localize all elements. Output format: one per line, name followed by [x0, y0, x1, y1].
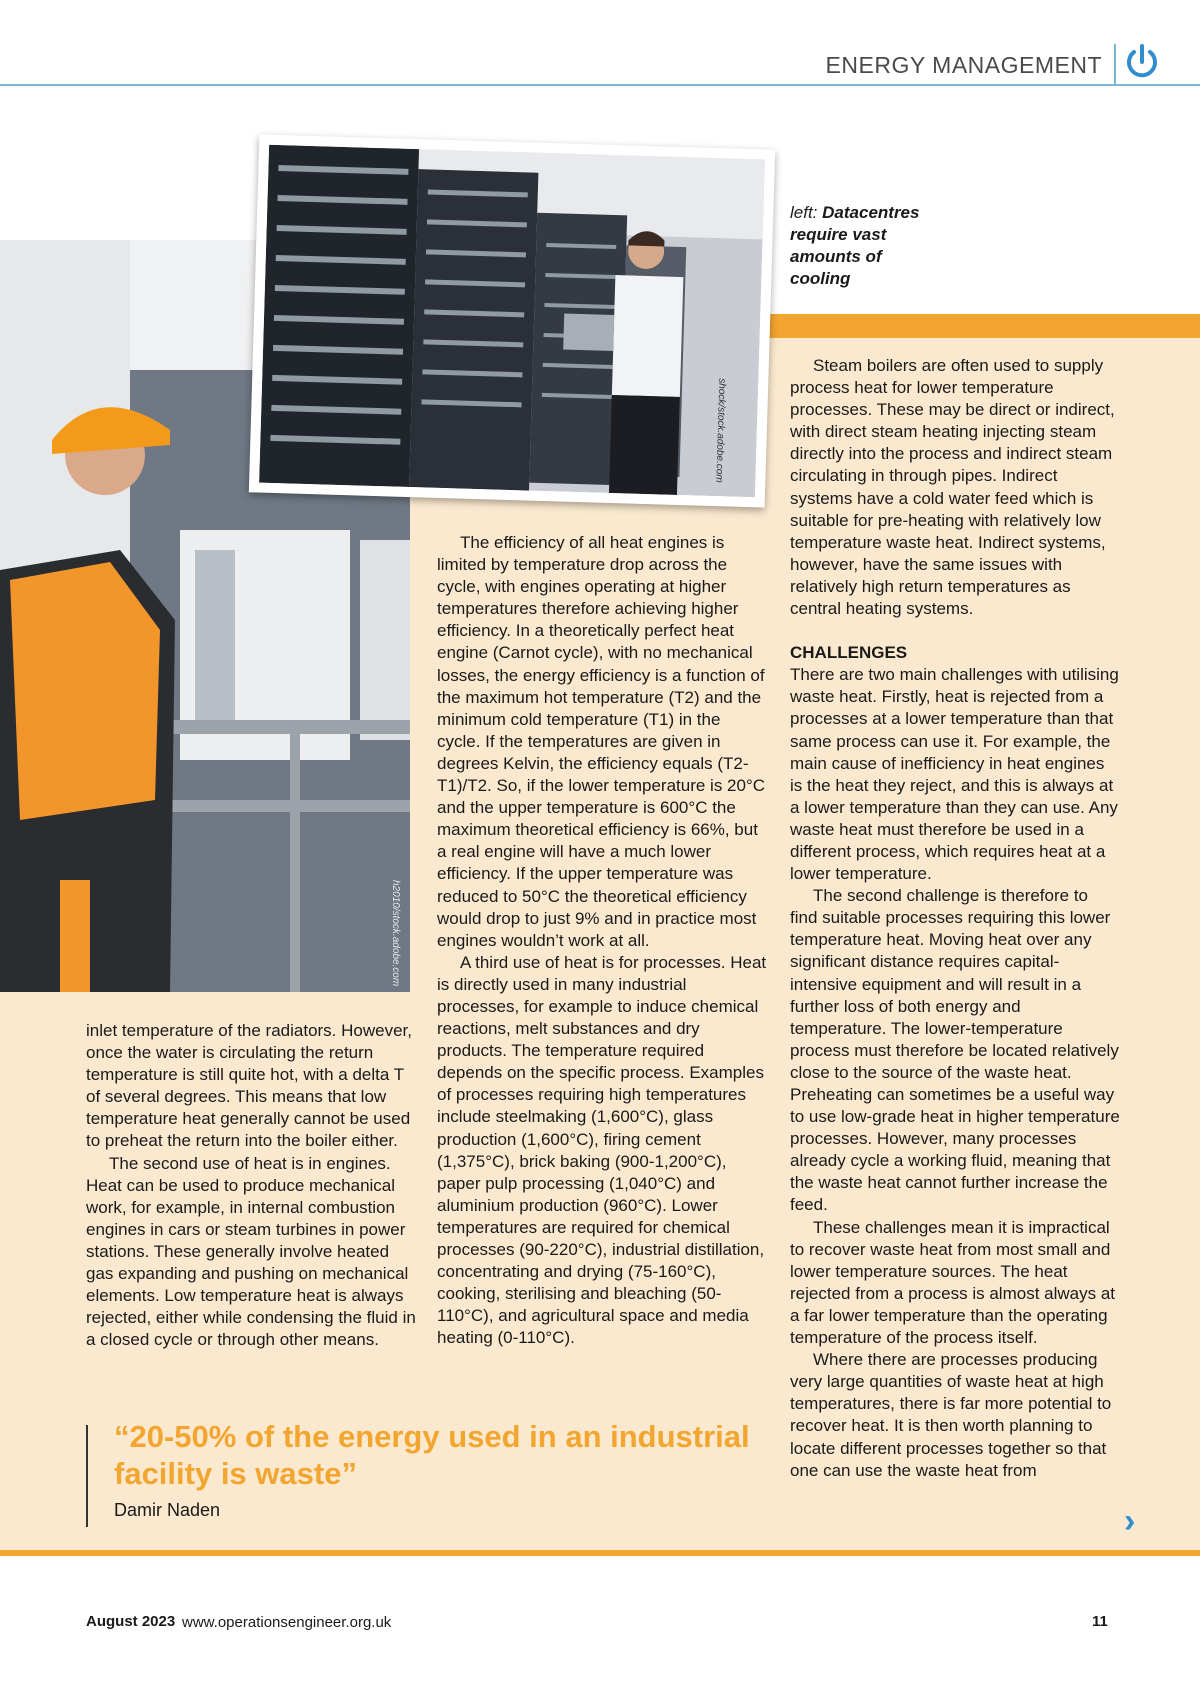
column-1 [86, 1020, 416, 1351]
bottom-rule [0, 1550, 1200, 1556]
paragraph: There are two main challenges with utilising waste heat. Firstly, heat is rejected from a processes at a lower temperature than that same process can use it. For example, the main cause of inefficiency in heat engines is the heat they reject, and this is always at a lower temperature than they can use. Any waste heat must therefore be used in a different process, which requires heat at a lower temperature. [790, 665, 1119, 884]
paragraph: inlet temperature of the radiators. However, once the water is circulating the return temperature is still quite hot, with a delta T of several degrees. This means that low temperature heat generally cannot be used to preheat the return into the boiler either. [86, 1021, 412, 1151]
caption-lead: left: [790, 203, 818, 222]
paragraph: These challenges mean it is impractical to recover waste heat from most small and lower temperature sources. The heat rejected from a process is almost always at a far lower temperature than the operating temperature of the process itself. [790, 1217, 1116, 1348]
footer-url[interactable]: www.operationsengineer.org.uk [182, 1614, 392, 1631]
datacentre-photo-credit: shock/stock.adobe.com [713, 378, 728, 483]
column-2 [437, 532, 767, 1349]
paragraph: The efficiency of all heat engines is limited by temperature drop across the cycle, with engines operating at higher temperatures therefore achieving higher efficiency. In a theoretically perfect heat engine (Carnot cycle), with no mechanical losses, the energy efficiency is a function of the maximum hot temperature (T2) and the minimum cold temperature (T1) in the cycle. If the temperatures are given in degrees Kelvin, the efficiency equals (T2-T1)/T2. So, if the lower temperature is 20°C and the upper temperature is 600°C the maximum theoretical efficiency is 66%, but a real engine will have a much lower efficiency. If the upper temperature was reduced to 50°C the theoretical efficiency would drop to just 9% and in practice most engines wouldn’t work at all. [437, 533, 766, 950]
photo-caption [790, 202, 940, 290]
column-3 [790, 355, 1120, 1482]
header-rule [0, 84, 1200, 86]
pullquote-author: Damir Naden [114, 1500, 221, 1520]
datacentre-photo [249, 134, 775, 507]
paragraph: Where there are processes producing very large quantities of waste heat at high temperatures, there is far more potential to recover heat. It is then worth planning to locate different processes together so that one can use the waste heat from [790, 1350, 1112, 1480]
section-heading: CHALLENGES [790, 643, 908, 663]
pullquote-text: “20-50% of the energy used in an industrial facility is waste” [114, 1419, 750, 1491]
paragraph: A third use of heat is for processes. Heat is directly used in many industrial processes, for example to induce chemical reactions, melt substances and dry products. The temperature required depends on the specific process. Examples of processes requiring high temperatures include steelmaking (1,600°C), glass production (1,600°C), firing cement (1,375°C), brick baking (900-1,200°C), paper pulp processing (1,040°C) and aluminium production (960°C). Lower temperatures are required for chemical processes (90-220°C), industrial distillation, concentrating and drying (75-160°C), cooking, sterilising and bleaching (50-110°C), and agricultural space and media heating (0-110°C). [437, 952, 767, 1348]
footer-date: August 2023 [86, 1613, 176, 1630]
paragraph: The second challenge is therefore to find suitable processes requiring this lower temperature heat. Moving heat over any significant distance requires capital-intensive equipment and will result in a further loss of both energy and temperature. The lower-temperature process must therefore be located relatively close to the source of the waste heat. Preheating can sometimes be a useful way to use low-grade heat in higher temperature processes. However, many processes already cycle a working fluid, meaning that the waste heat cannot further increase the feed. [790, 886, 1120, 1215]
page-number: 11 [1092, 1613, 1108, 1630]
pullquote-bar [86, 1425, 88, 1527]
worker-photo-credit: h2010/stock.adobe.com [390, 880, 401, 987]
power-icon [1124, 42, 1160, 82]
section-title: ENERGY MANAGEMENT [825, 52, 1102, 78]
caption-text: Datacentres require vast amounts of cooling [790, 203, 920, 288]
header-divider [1114, 44, 1116, 84]
chevron-right-icon[interactable]: › [1124, 1502, 1136, 1540]
paragraph: Steam boilers are often used to supply process heat for lower temperature processes. These may be direct or indirect, with direct steam heating injecting steam directly into the process and indirect steam circulating in through pipes. Indirect systems have a cold water feed which is suitable for pre-heating with relatively low temperature waste heat. Indirect systems, however, have the same issues with relatively high return temperatures as central heating systems. [790, 356, 1115, 619]
paragraph: The second use of heat is in engines. Heat can be used to produce mechanical work, for example, in internal combustion engines in cars or steam turbines in power stations. These generally involve heated gas expanding and pushing on mechanical elements. Low temperature heat is always rejected, either while condensing the fluid in a closed cycle or through other means. [86, 1153, 416, 1350]
